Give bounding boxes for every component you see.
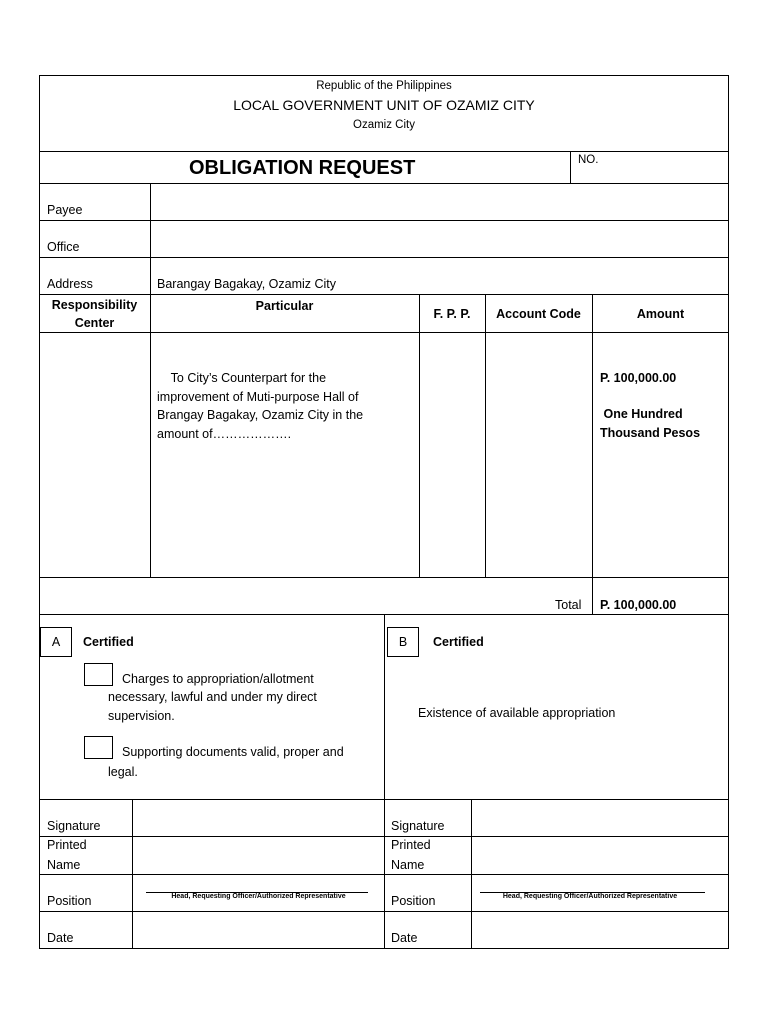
sig-b-divider: [471, 799, 472, 949]
sig-b-name-label: Name: [391, 858, 425, 872]
particular-line-3: Brangay Bagakay, Ozamiz City in the: [157, 408, 364, 422]
sig-a-name-label: Name: [47, 858, 81, 872]
body-divider: [39, 577, 729, 578]
payee-divider: [39, 220, 729, 221]
total-label: Total: [555, 598, 582, 612]
address-label: Address: [47, 277, 93, 291]
sig-b-printed-label: Printed: [391, 838, 431, 852]
sig-row-divider-1: [39, 836, 729, 837]
col-divider-2: [419, 294, 420, 578]
address-divider: [39, 294, 729, 295]
col-amount: Amount: [636, 307, 685, 321]
charges-text-line2: necessary, lawful and under my direct: [108, 690, 317, 704]
charges-text-line1: Charges to appropriation/allotment: [122, 672, 314, 686]
section-a-letter: A: [51, 635, 61, 649]
sig-b-date-field[interactable]: [477, 915, 724, 945]
sig-a-divider: [132, 799, 133, 949]
documents-text-line2: legal.: [108, 765, 138, 779]
amount-value: P. 100,000.00: [600, 371, 677, 385]
label-column-divider: [150, 183, 151, 295]
no-divider: [570, 151, 571, 184]
particular-line-2: improvement of Muti-purpose Hall of: [157, 390, 359, 404]
no-label: NO.: [578, 154, 599, 166]
charges-checkbox[interactable]: [84, 663, 113, 686]
sig-b-name-field[interactable]: [477, 840, 724, 870]
sig-a-signature-label: Signature: [47, 819, 101, 833]
city-text: Ozamiz City: [353, 119, 415, 131]
section-b-certified: Certified: [433, 635, 484, 649]
section-a-certified: Certified: [83, 635, 134, 649]
documents-text-line1: Supporting documents valid, proper and: [122, 745, 344, 759]
column-header-divider: [39, 332, 729, 333]
total-value: P. 100,000.00: [600, 598, 677, 612]
sig-b-signature-label: Signature: [391, 819, 445, 833]
col-fpp: F. P. P.: [433, 307, 471, 321]
sig-a-name-field[interactable]: [138, 840, 380, 870]
particular-line-4: amount of……………….: [157, 427, 292, 441]
sig-row-divider-3: [39, 911, 729, 912]
col-responsibility-line1: Responsibility: [51, 298, 138, 312]
address-field[interactable]: Barangay Bagakay, Ozamiz City: [157, 277, 337, 291]
certification-divider: [39, 799, 729, 800]
sig-a-signature-field[interactable]: [138, 803, 380, 833]
office-label: Office: [47, 240, 80, 254]
sig-row-divider-2: [39, 874, 729, 875]
col-divider-1: [150, 294, 151, 578]
particular-line-1: To City’s Counterpart for the: [157, 371, 327, 385]
office-divider: [39, 257, 729, 258]
col-responsibility-line2: Center: [74, 316, 115, 330]
col-account-code: Account Code: [496, 307, 581, 321]
sig-a-date-field[interactable]: [138, 915, 380, 945]
amount-words-line1: One Hundred: [600, 407, 683, 421]
appropriation-text: Existence of available appropriation: [418, 706, 616, 720]
header-divider: [39, 151, 729, 152]
sig-b-signature-field[interactable]: [477, 803, 724, 833]
title-divider: [39, 183, 729, 184]
sig-a-position-label: Position: [47, 894, 92, 908]
sig-b-date-label: Date: [391, 931, 418, 945]
sig-b-head-label: Head, Requesting Officer/Authorized Representative: [502, 893, 678, 900]
col-particular: Particular: [255, 299, 314, 313]
lgu-title: LOCAL GOVERNMENT UNIT OF OZAMIZ CITY: [233, 97, 535, 113]
sig-b-position-label: Position: [391, 894, 436, 908]
charges-text-line3: supervision.: [108, 709, 175, 723]
payee-label: Payee: [47, 203, 83, 217]
form-title: OBLIGATION REQUEST: [189, 157, 416, 179]
republic-text: Republic of the Philippines: [316, 80, 452, 92]
sig-a-head-label: Head, Requesting Officer/Authorized Representative: [171, 893, 346, 900]
sig-a-printed-label: Printed: [47, 838, 87, 852]
section-b-letter: B: [398, 635, 408, 649]
certification-split: [384, 614, 385, 949]
col-divider-3: [485, 294, 486, 578]
col-divider-4: [592, 294, 593, 615]
sig-a-date-label: Date: [47, 931, 74, 945]
documents-checkbox[interactable]: [84, 736, 113, 759]
amount-words-line2: Thousand Pesos: [600, 426, 701, 440]
